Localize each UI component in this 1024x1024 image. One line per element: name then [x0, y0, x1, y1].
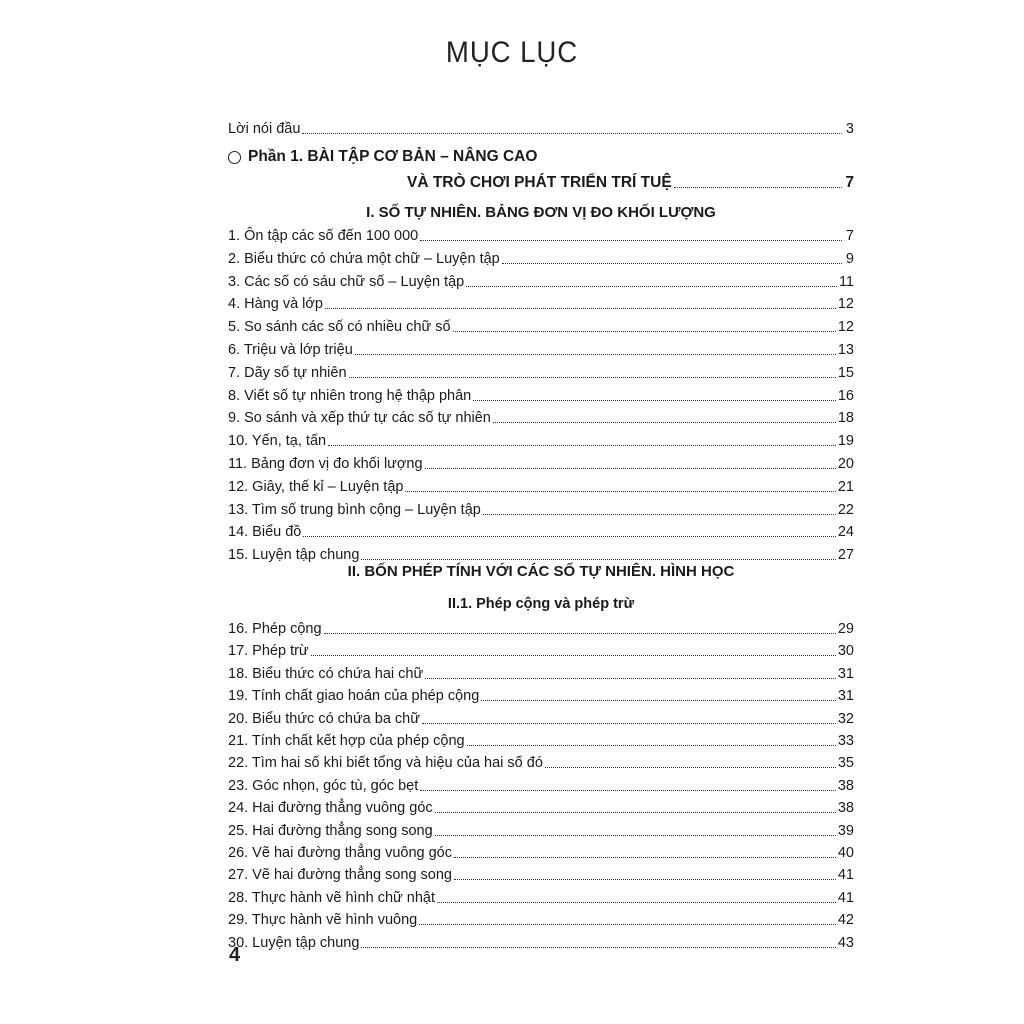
entry-label: 17. Phép trừ — [228, 643, 309, 660]
entry-label: 12. Giây, thế kỉ – Luyện tập — [228, 478, 404, 495]
part1-label-line1: Phần 1. BÀI TẬP CƠ BẢN – NÂNG CAO — [248, 148, 538, 165]
entry-label: 19. Tính chất giao hoán của phép cộng — [228, 688, 480, 705]
toc-entry[interactable] — [228, 797, 854, 819]
entry-page: 11 — [838, 273, 854, 290]
dot-leader — [483, 499, 836, 515]
toc-entry[interactable] — [228, 407, 854, 429]
part1-heading[interactable] — [228, 148, 537, 166]
entry-label: 9. So sánh và xếp thứ tự các số tự nhiên — [228, 410, 491, 427]
entry-page: 41 — [837, 889, 854, 906]
entry-label: 2. Biểu thức có chứa một chữ – Luyện tập — [228, 250, 500, 267]
dot-leader — [545, 752, 836, 768]
entry-label: 3. Các số có sáu chữ số – Luyện tập — [228, 273, 465, 290]
entry-page: 31 — [837, 688, 854, 705]
entry-page: 16 — [837, 387, 854, 404]
toc-entry[interactable] — [228, 864, 854, 886]
entry-page: 27 — [837, 547, 854, 564]
toc-entry[interactable] — [228, 225, 854, 247]
entry-page: 18 — [837, 410, 854, 427]
entry-label: 11. Bảng đơn vị đo khối lượng — [228, 456, 423, 472]
dot-leader — [674, 172, 842, 188]
entry-page: 43 — [837, 934, 854, 951]
entry-page: 41 — [837, 867, 854, 884]
toc-entry[interactable] — [228, 476, 854, 498]
entry-label: 18. Biểu thức có chứa hai chữ — [228, 665, 424, 682]
dot-leader — [466, 271, 837, 287]
dot-leader — [420, 225, 842, 241]
entry-page: 9 — [845, 250, 854, 267]
toc-entry-preface[interactable] — [228, 118, 854, 140]
toc-entry[interactable] — [228, 362, 854, 384]
entry-page: 32 — [837, 710, 854, 727]
entry-label: 8. Viết số tự nhiên trong hệ thập phân — [228, 387, 472, 404]
dot-leader — [361, 544, 835, 560]
dot-leader — [437, 887, 836, 903]
entry-label: 20. Biểu thức có chứa ba chữ — [228, 710, 420, 727]
page-number: 4 — [229, 944, 241, 966]
dot-leader — [325, 293, 836, 309]
section1-heading: I. SỐ TỰ NHIÊN. BẢNG ĐƠN VỊ ĐO KHỐI LƯỢNG — [366, 204, 716, 221]
dot-leader — [425, 663, 836, 679]
toc-entry[interactable] — [228, 521, 854, 543]
toc-entry[interactable] — [228, 663, 854, 685]
entry-page: 3 — [845, 121, 854, 137]
toc-entry[interactable] — [228, 453, 854, 475]
dot-leader — [349, 362, 836, 378]
toc-entry[interactable] — [228, 385, 854, 407]
entry-page: 19 — [837, 433, 854, 450]
dot-leader — [355, 339, 836, 355]
dot-leader — [422, 708, 836, 724]
toc-entry[interactable] — [228, 271, 854, 293]
entry-label: 6. Triệu và lớp triệu — [228, 342, 353, 358]
entry-page: 12 — [837, 319, 854, 336]
dot-leader — [405, 476, 835, 492]
dot-leader — [493, 407, 836, 423]
entry-page: 39 — [837, 822, 854, 839]
toc-entry[interactable] — [228, 909, 854, 931]
entry-page: 24 — [837, 524, 854, 541]
entry-label: 25. Hai đường thẳng song song — [228, 822, 433, 839]
toc-entry[interactable] — [228, 430, 854, 452]
entry-page: 35 — [837, 755, 854, 772]
entry-label: 13. Tìm số trung bình cộng – Luyện tập — [228, 501, 481, 518]
section2-subheading: II.1. Phép cộng và phép trừ — [447, 596, 635, 612]
toc-entry[interactable] — [228, 820, 854, 842]
entry-page: 21 — [837, 478, 854, 495]
dot-leader — [302, 118, 842, 134]
dot-leader — [454, 842, 836, 858]
dot-leader — [481, 685, 836, 701]
toc-entry[interactable] — [228, 842, 854, 864]
entry-label: 27. Vẽ hai đường thẳng song song — [228, 867, 452, 884]
entry-page: 38 — [837, 800, 854, 817]
entry-page: 42 — [837, 912, 854, 929]
entry-label: 28. Thực hành vẽ hình chữ nhật — [228, 889, 435, 906]
part1-heading-line2[interactable] — [228, 172, 854, 194]
dot-leader — [435, 797, 836, 813]
dot-leader — [361, 932, 835, 948]
dot-leader — [425, 453, 836, 469]
section2-heading: II. BỐN PHÉP TÍNH VỚI CÁC SỐ TỰ NHIÊN. HÌNH HỌC — [347, 563, 735, 580]
toc-entry[interactable] — [228, 685, 854, 707]
dot-leader — [454, 864, 836, 880]
dot-leader — [303, 521, 835, 537]
entry-page: 38 — [837, 777, 854, 794]
toc-entry[interactable] — [228, 932, 854, 954]
toc-entry[interactable] — [228, 640, 854, 662]
entry-label: 15. Luyện tập chung — [228, 547, 360, 564]
entry-page: 29 — [837, 621, 854, 637]
entry-page: 33 — [837, 733, 854, 749]
entry-page: 31 — [837, 665, 854, 682]
entry-page: 15 — [837, 364, 854, 381]
entry-label: 22. Tìm hai số khi biết tổng và hiệu của hai số đó — [228, 755, 543, 772]
toc-entry[interactable] — [228, 708, 854, 730]
dot-leader — [453, 316, 836, 332]
dot-leader — [328, 430, 836, 446]
entry-label: 21. Tính chất kết hợp của phép cộng — [228, 733, 465, 749]
entry-label: 4. Hàng và lớp — [228, 296, 323, 313]
entry-page: 7 — [845, 228, 854, 244]
dot-leader — [435, 820, 836, 836]
entry-page: 22 — [837, 501, 854, 518]
entry-label: 5. So sánh các số có nhiều chữ số — [228, 319, 451, 336]
toc-entry[interactable] — [228, 730, 854, 752]
dot-leader — [467, 730, 836, 746]
toc-entry[interactable] — [228, 775, 854, 797]
toc-entry[interactable] — [228, 339, 854, 361]
dot-leader — [473, 385, 836, 401]
entry-label: 14. Biểu đồ — [228, 524, 302, 541]
dot-leader — [502, 248, 842, 264]
entry-label: 1. Ôn tập các số đến 100 000 — [228, 228, 419, 244]
entry-label: 30. Luyện tập chung — [228, 934, 360, 951]
toc-entry[interactable] — [228, 887, 854, 909]
entry-page: 30 — [837, 643, 854, 660]
entry-label: Lời nói đầu — [228, 121, 301, 137]
toc-entry[interactable] — [228, 618, 854, 640]
dot-leader — [311, 640, 836, 656]
entry-page: 7 — [845, 174, 854, 191]
dot-leader — [419, 909, 836, 925]
circle-icon — [228, 151, 241, 164]
entry-label: 10. Yến, tạ, tấn — [228, 433, 327, 450]
entry-label: 26. Vẽ hai đường thẳng vuông góc — [228, 845, 452, 861]
entry-page: 20 — [837, 456, 854, 472]
entry-label: 16. Phép cộng — [228, 621, 322, 637]
entry-page: 12 — [837, 296, 854, 313]
entry-label: 24. Hai đường thẳng vuông góc — [228, 800, 433, 817]
toc-entry[interactable] — [228, 752, 854, 774]
toc-entry[interactable] — [228, 293, 854, 315]
dot-leader — [420, 775, 836, 791]
toc-entry[interactable] — [228, 248, 854, 270]
dot-leader — [324, 618, 836, 634]
part1-label-line2: VÀ TRÒ CHƠI PHÁT TRIỂN TRÍ TUỆ — [407, 174, 672, 191]
toc-entry[interactable] — [228, 316, 854, 338]
entry-label: 23. Góc nhọn, góc tù, góc bẹt — [228, 777, 419, 794]
toc-entry[interactable] — [228, 499, 854, 521]
entry-label: 29. Thực hành vẽ hình vuông — [228, 912, 418, 929]
entry-label: 7. Dãy số tự nhiên — [228, 364, 347, 381]
entry-page: 13 — [837, 342, 854, 358]
page-title: MỤC LỤC — [445, 36, 579, 69]
entry-page: 40 — [837, 845, 854, 861]
